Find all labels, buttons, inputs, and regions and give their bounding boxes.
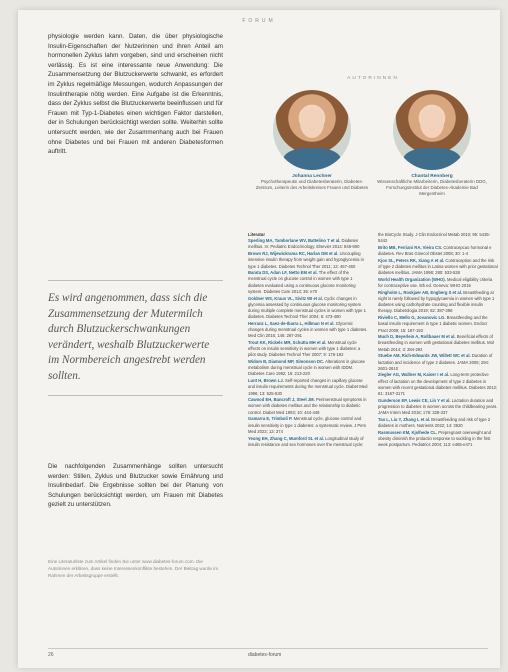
reference-authors: Tao L, Liu Y, Zhang L et al.	[378, 416, 431, 422]
reference-authors: Rasmussen KM, Kjolhede CL.	[378, 429, 438, 435]
reference-text: The effect of the menstrual cycle on glucose control in women with type 1 diabetes evaluated using a continuous glucose monitoring system. Diabetes Care 2013; 36: e70	[248, 270, 356, 294]
reference-text: Uncoupling intensive insulin therapy from weight gain and hypoglycemia in type 1 diabetes. Diabetes Technol Ther 2011; 13: 457-460	[248, 251, 364, 269]
reference-authors: Widom B, Diamond MP, Simonson DC.	[248, 359, 325, 365]
reference-item	[248, 359, 368, 378]
author-name: Chantal Rennberg	[411, 174, 453, 179]
references-list	[248, 232, 498, 448]
reference-text: Menstrual cycle, glucose control and insulin sensitivity in type 1 diabetes: a systematic review. J Pers Med 2023; 13: 374	[248, 416, 366, 434]
reference-text: Perimenstrual symptoms in women with diabetes mellitus and the relationship to diabetic control. Diabet Med 1993; 10: 444-448	[248, 397, 367, 415]
authors-heading: AUTORINNEN	[347, 76, 399, 81]
reference-text: Lactation duration and progression to diabetes in women across the childbearing years. JAMA Intern Med 2018; 178: 328-337	[378, 397, 498, 416]
reference-text: Self-reported changes in capillary glucose and insulin requirements during the menstrual cycle. Diabet Med 1996; 13: 525-530	[248, 378, 368, 396]
reference-text: Prepregnant overweight and obesity diminish the prolactin response to suckling in the first week postpartum. Pediatrics 2004; 113: e465-e471	[378, 429, 491, 448]
body-text-bottom: Die nachfolgenden Zusammenhänge sollten untersucht werden: Stillen, Zyklus und Blutzucker sowie Ernährung und Insulinbedarf. Die Ergebnisse sollten bei der Planung von Schulungen berücksichtigt werden, um Frauen mit Diabetes gezielt zu unterstützen.	[48, 463, 223, 509]
page-number: 26	[48, 652, 54, 658]
reference-authors: Herranz L, Saez-de-Ibarra L, Hillman N et al.	[248, 320, 335, 326]
reference-text: Glycemic changes during menstrual cycles in women with type 1 diabetes. Med Clin 2016; 146: 287-291	[248, 320, 368, 339]
reference-text: Duration of lactation and incidence of type 2 diabetes. JAMA 2005; 294: 2601-2610	[378, 353, 493, 371]
author-role: Wissenschaftliche Mitarbeiterin, Diabetesberaterin DDG, Forschungsinstitut der Diabetes-Akademie Bad Mergentheim	[377, 179, 487, 196]
reference-item	[378, 277, 498, 289]
reference-authors: Sperling MA, Tamborlane WV, Battelino T et al.	[248, 238, 341, 244]
author-card-2	[373, 90, 491, 197]
reference-text: Alterations in glucose metabolism during menstrual cycle in women with IDDM. Diabetes Care 1992; 15: 213-220	[248, 359, 365, 377]
author-name: Johanna Lechner	[292, 174, 332, 179]
reference-item	[248, 340, 368, 359]
reference-authors: Trout KK, Rickels MR, Schutta MH et al.	[248, 339, 327, 345]
reference-authors: Kjos SL, Peters RK, Xiang A et al.	[378, 257, 445, 263]
reference-authors: Goldner WS, Kraus VL, Sivitz WI et al.	[248, 295, 323, 301]
reference-item	[248, 238, 368, 250]
reference-text: Breastfeeding and the basal insulin requirement in type 1 diabetic women. Endocr Pract 2009; 15: 187-193	[378, 315, 488, 333]
reference-item	[378, 258, 498, 277]
reference-authors: Gunderson EP, Lewis CE, Lin Y et al.	[378, 397, 451, 403]
reference-authors: Gamarra E, Trimboli P.	[248, 416, 293, 422]
author-card-1	[253, 90, 371, 191]
reference-text: Medical eligibility criteria for contraceptive use. 5th ed. Geneva: WHO 2015	[378, 276, 493, 289]
reference-item	[378, 430, 498, 449]
reference-authors: Brown RJ, Wijewickrama RC, Harlan DM et al.	[248, 251, 339, 257]
reference-authors: Stuebe AM, Rich-Edwards JW, Willett WC et al.	[378, 353, 471, 359]
reference-text: Diabetes mellitus. In: Pediatric Endocrinology. Elsevier 2014: 846-900	[248, 238, 360, 250]
reference-item	[378, 334, 498, 353]
reference-text: Long-term protective effect of lactation on the development of type 2 diabetes in women with recent gestational diabetes mellitus. Diabetes 2012; 61: 3167-3171	[378, 372, 498, 397]
reference-item	[248, 251, 368, 270]
reference-item	[378, 245, 498, 257]
page-footer	[48, 648, 488, 658]
author-photo	[273, 90, 351, 170]
pull-quote: Es wird angenommen, dass sich die Zusammensetzung der Mutermilch durch Blutzuckerschwankungen verändert, weshalb Blutzuckerwerte im Normbereich angestrebt werden sollten.	[48, 280, 223, 396]
reference-authors: Much D, Beyerlein A, Roßbauer M et al.	[378, 334, 456, 340]
body-text-top: physiologie werden kann. Daten, die über physiologische Insulin-Eigenschaften der Nutzerinnen und ihren Anteil am hormonellen Zyklus lahm vorgeben, sind und erscheinen nicht verlässig. Es ist eine interessante neue Anwendung: Die Zusammensetzung der Blutzuckerwerte schwankt, es erfordert im Zyklus regelmäßige Messungen, wodurch Anpassungen der Insulintherapie nötig werden. Eine Aufgabe ist die Erkenntnis, dass der Zyklus selbst die Blutzuckerwerte beeinflussen und für Frauen mit Typ-1-Diabetes einen wichtigen Faktor darstellen, der in Schulungen berücksichtigt werden sollte. Weiterhin sollte untersucht werden, wie der Zusammenhang auch bei Frauen ohne Diabetes und bei Frauen mit anderen Diabetesformen auftritt.	[48, 33, 223, 156]
reference-authors: Brito MB, Ferriani RA, Vieira CS.	[378, 244, 443, 250]
reference-item	[378, 315, 498, 334]
reference-authors: Riviello C, Mello G, Jovanovic LG.	[378, 315, 446, 321]
footer-brand: diabetes-forum	[248, 652, 282, 658]
reference-item	[248, 378, 368, 397]
reference-text: Beneficial effects of breastfeeding in women with gestational diabetes mellitus. Mol Metab 2014; 3: 284-292	[378, 334, 494, 352]
reference-authors: Ziegler AG, Wallner M, Kaiser I et al.	[378, 372, 450, 378]
reference-item	[248, 416, 368, 435]
reference-item	[378, 353, 498, 372]
references-title: Literatur	[248, 232, 265, 237]
reference-authors: Lunt H, Brown LJ.	[248, 378, 284, 384]
section-header: FORUM	[242, 18, 276, 24]
reference-text: Cyclic changes in glycemia assessed by continuous glucose monitoring system during multiple complete menstrual cycles in women with type 1 diabetes. Diabetes Technol Ther 2004; 6: 473-480	[248, 295, 367, 320]
reference-authors: Barata DS, Adan LF, Netto EM et al.	[248, 270, 318, 276]
reference-item	[248, 296, 368, 321]
reference-authors: Cawood EH, Bancroft J, Steel JM.	[248, 397, 315, 403]
reference-authors: Yeung EH, Zhang C, Mumford SL et al.	[248, 435, 325, 441]
author-role: Psychotherapeutin und Diabetesberaterin, Diabetes-Zentrum, Leiterin des Arbeitskreises Frauen und Diabetes	[255, 179, 369, 190]
reference-text: Menstrual cycle effects on insulin sensitivity in women with type 1 diabetes: a pilot study. Diabetes Technol Ther 2007; 9: 176-182	[248, 339, 361, 358]
reference-item	[378, 417, 498, 429]
reference-text: Contraception and the risk of type 2 diabetes mellitus in Latina women with prior gestational diabetes mellitus. JAMA 1998; 280: 533-538	[378, 257, 498, 276]
reference-item	[378, 290, 498, 315]
reference-authors: Ringholm L, Roskjaer AB, Engberg S et al.	[378, 289, 463, 295]
reference-item	[248, 321, 368, 340]
document-page	[18, 10, 500, 668]
reference-text: Contracepcao hormonal e diabetes. Rev Bras Ginecol Obstet 2008; 30: 1-4	[378, 244, 492, 257]
reference-item	[248, 397, 368, 416]
reference-text: Breastfeeding and risk of type 2 diabetes in mothers. Nutrients 2022; 14: 3620	[378, 416, 491, 429]
reference-item	[378, 372, 498, 397]
reference-authors: World Health Organization (WHO).	[378, 276, 446, 282]
reference-item	[248, 270, 368, 295]
author-photo	[393, 90, 471, 170]
footnote: Eine Literaturliste zum Artikel finden Sie unter www.diabetes-forum.com. Die Autorinnen erklären, dass keine Interessenkonflikte bestehen. Der Beitrag wurde im Rahmen der Arbeitsgruppe erstellt.	[48, 559, 219, 578]
reference-text: Breastfeeding at night is rarely followed by hypoglycaemia in women with type 1 diabetes using carbohydrate counting and flexible insulin therapy. Diabetologia 2019; 62: 387-398	[378, 289, 495, 314]
reference-item	[378, 398, 498, 417]
reference-text: Longitudinal study of insulin resistance and sex hormones over the menstrual cycle: the BioCycle Study. J Clin Endocrinol Metab 2010; 95: 5435-5442	[248, 232, 491, 447]
